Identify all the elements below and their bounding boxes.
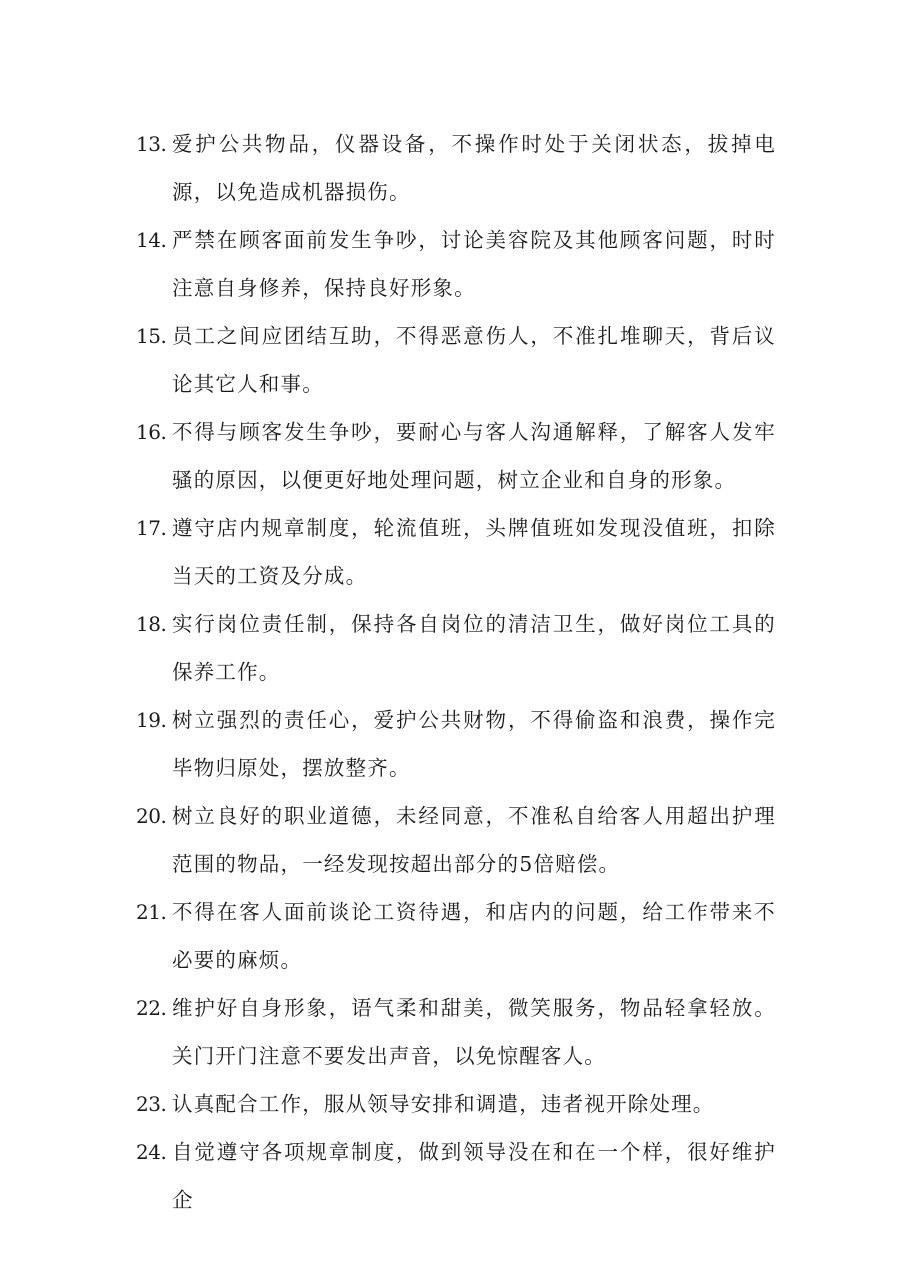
item-number: 22. — [136, 996, 167, 1020]
item-number: 15. — [136, 324, 167, 348]
list-item — [136, 888, 776, 984]
item-text: 严禁在顾客面前发生争吵，讨论美容院及其他顾客问题，时时注意自身修养，保持良好形象。 — [172, 228, 776, 300]
list-item — [136, 1080, 776, 1128]
list-item — [136, 216, 776, 312]
item-text: 认真配合工作，服从领导安排和调遣，违者视开除处理。 — [172, 1092, 715, 1116]
list-item — [136, 1128, 776, 1224]
item-text: 自觉遵守各项规章制度，做到领导没在和在一个样，很好维护企 — [172, 1140, 776, 1212]
item-text: 树立强烈的责任心，爱护公共财物，不得偷盗和浪费，操作完毕物归原处，摆放整齐。 — [172, 708, 776, 780]
item-text: 实行岗位责任制，保持各自岗位的清洁卫生，做好岗位工具的保养工作。 — [172, 612, 776, 684]
list-item — [136, 312, 776, 408]
list-item — [136, 696, 776, 792]
item-number: 17. — [136, 516, 167, 540]
list-item — [136, 408, 776, 504]
item-text: 爱护公共物品，仪器设备，不操作时处于关闭状态，拔掉电源，以免造成机器损伤。 — [172, 132, 776, 204]
item-number: 18. — [136, 612, 167, 636]
item-text: 不得与顾客发生争吵，要耐心与客人沟通解释，了解客人发牢骚的原因，以便更好地处理问题，树立企业和自身的形象。 — [172, 420, 776, 492]
item-number: 13. — [136, 132, 167, 156]
item-number: 20. — [136, 804, 167, 828]
rules-list — [136, 120, 776, 1224]
list-item — [136, 120, 776, 216]
item-number: 21. — [136, 900, 167, 924]
list-item — [136, 504, 776, 600]
item-text: 员工之间应团结互助，不得恶意伤人，不准扎堆聊天，背后议论其它人和事。 — [172, 324, 776, 396]
item-text: 遵守店内规章制度，轮流值班，头牌值班如发现没值班，扣除当天的工资及分成。 — [172, 516, 776, 588]
list-item — [136, 600, 776, 696]
item-text: 维护好自身形象，语气柔和甜美，微笑服务，物品轻拿轻放。关门开门注意不要发出声音，以免惊醒客人。 — [172, 996, 776, 1068]
item-number: 23. — [136, 1092, 167, 1116]
item-text: 树立良好的职业道德，未经同意，不准私自给客人用超出护理范围的物品，一经发现按超出部分的5倍赔偿。 — [172, 804, 776, 876]
item-number: 14. — [136, 228, 167, 252]
item-number: 16. — [136, 420, 167, 444]
item-number: 24. — [136, 1140, 167, 1164]
item-number: 19. — [136, 708, 167, 732]
list-item — [136, 792, 776, 888]
list-item — [136, 984, 776, 1080]
item-text: 不得在客人面前谈论工资待遇，和店内的问题，给工作带来不必要的麻烦。 — [172, 900, 776, 972]
